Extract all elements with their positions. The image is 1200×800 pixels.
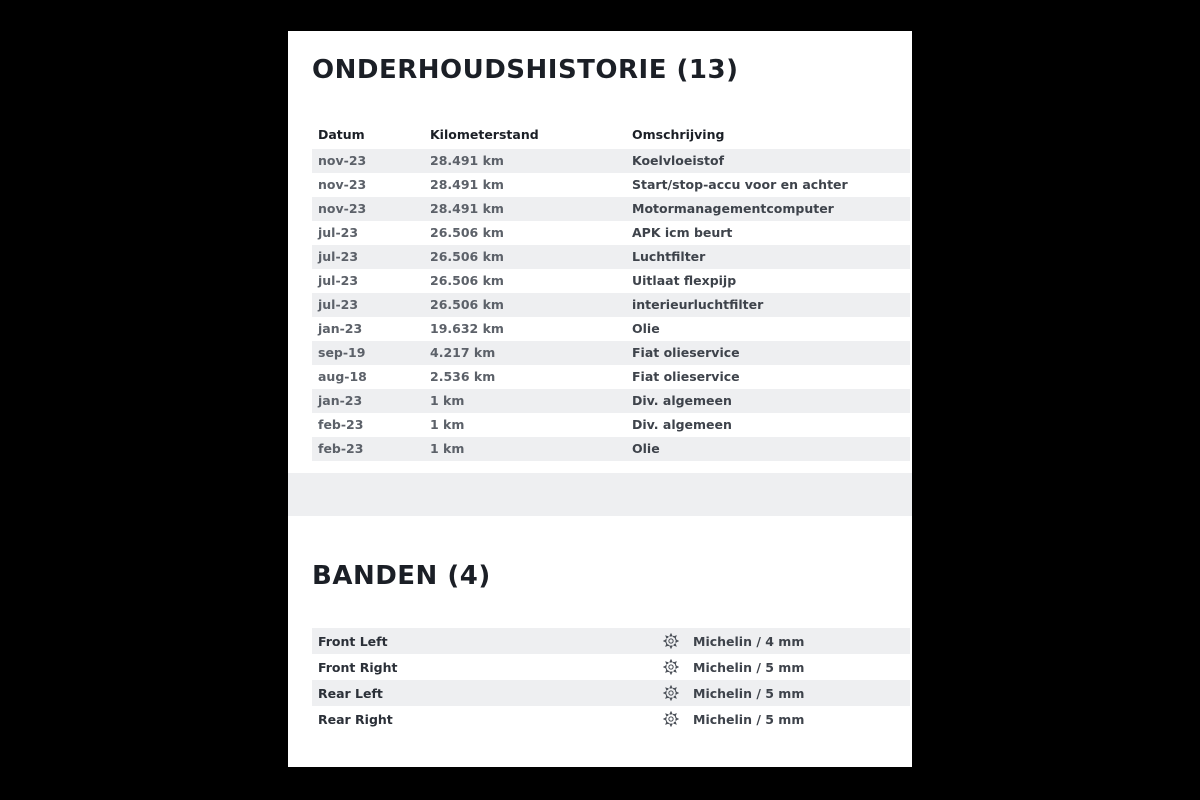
tire-row (312, 628, 910, 654)
cell-mileage: 1 km (430, 441, 465, 456)
table-row (312, 293, 910, 317)
cell-mileage: 28.491 km (430, 153, 504, 168)
cell-date: feb-23 (318, 441, 364, 456)
table-row (312, 437, 910, 461)
table-row (312, 341, 910, 365)
tire-spec: Michelin / 4 mm (693, 633, 805, 649)
cell-description: Uitlaat flexpijp (632, 273, 737, 288)
column-header-mileage: Kilometerstand (430, 127, 539, 142)
document-page (288, 31, 912, 767)
table-row (312, 197, 910, 221)
section-divider-lower (288, 490, 912, 516)
table-row (312, 317, 910, 341)
tire-spec: Michelin / 5 mm (693, 659, 805, 675)
maintenance-history-table (312, 123, 910, 461)
cell-date: sep-19 (318, 345, 366, 360)
tire-row (312, 654, 910, 680)
cell-date: jul-23 (318, 273, 359, 288)
table-row (312, 173, 910, 197)
cell-mileage: 4.217 km (430, 345, 496, 360)
tire-icon (653, 633, 689, 649)
cell-mileage: 26.506 km (430, 249, 504, 264)
cell-mileage: 26.506 km (430, 297, 504, 312)
cell-description: Div. algemeen (632, 393, 732, 408)
column-header-date: Datum (318, 127, 365, 142)
cell-description: Start/stop-accu voor en achter (632, 177, 848, 192)
cell-description: Div. algemeen (632, 417, 732, 432)
cell-description: Motormanagementcomputer (632, 201, 834, 216)
maintenance-history-title: ONDERHOUDSHISTORIE (13) (312, 55, 739, 85)
cell-date: jul-23 (318, 249, 359, 264)
tire-spec: Michelin / 5 mm (693, 685, 805, 701)
column-header-description: Omschrijving (632, 127, 725, 142)
cell-description: Olie (632, 321, 660, 336)
tire-position: Front Left (318, 633, 388, 649)
tire-position: Rear Left (318, 685, 383, 701)
tire-icon (653, 659, 689, 675)
cell-description: Fiat olieservice (632, 369, 740, 384)
cell-description: interieurluchtfilter (632, 297, 764, 312)
table-row (312, 365, 910, 389)
cell-date: jan-23 (318, 393, 363, 408)
tires-table (312, 628, 910, 732)
cell-date: jul-23 (318, 297, 359, 312)
cell-date: jan-23 (318, 321, 363, 336)
tire-position: Rear Right (318, 711, 393, 727)
tire-position: Front Right (318, 659, 398, 675)
table-row (312, 269, 910, 293)
cell-date: nov-23 (318, 153, 367, 168)
table-row (312, 413, 910, 437)
cell-mileage: 19.632 km (430, 321, 504, 336)
tire-icon (653, 685, 689, 701)
cell-mileage: 1 km (430, 393, 465, 408)
tire-spec: Michelin / 5 mm (693, 711, 805, 727)
tires-title: BANDEN (4) (312, 561, 491, 591)
tire-icon (653, 711, 689, 727)
table-row (312, 149, 910, 173)
table-row (312, 221, 910, 245)
cell-date: jul-23 (318, 225, 359, 240)
tire-row (312, 680, 910, 706)
cell-description: Koelvloeistof (632, 153, 725, 168)
cell-mileage: 28.491 km (430, 201, 504, 216)
tire-row (312, 706, 910, 732)
table-row (312, 245, 910, 269)
cell-description: Luchtfilter (632, 249, 706, 264)
cell-description: APK icm beurt (632, 225, 733, 240)
cell-mileage: 2.536 km (430, 369, 496, 384)
table-row (312, 389, 910, 413)
cell-date: nov-23 (318, 201, 367, 216)
cell-description: Fiat olieservice (632, 345, 740, 360)
cell-mileage: 26.506 km (430, 225, 504, 240)
cell-mileage: 26.506 km (430, 273, 504, 288)
cell-description: Olie (632, 441, 660, 456)
cell-mileage: 28.491 km (430, 177, 504, 192)
cell-date: feb-23 (318, 417, 364, 432)
cell-date: aug-18 (318, 369, 367, 384)
cell-mileage: 1 km (430, 417, 465, 432)
cell-date: nov-23 (318, 177, 367, 192)
table-header-row (312, 123, 910, 149)
